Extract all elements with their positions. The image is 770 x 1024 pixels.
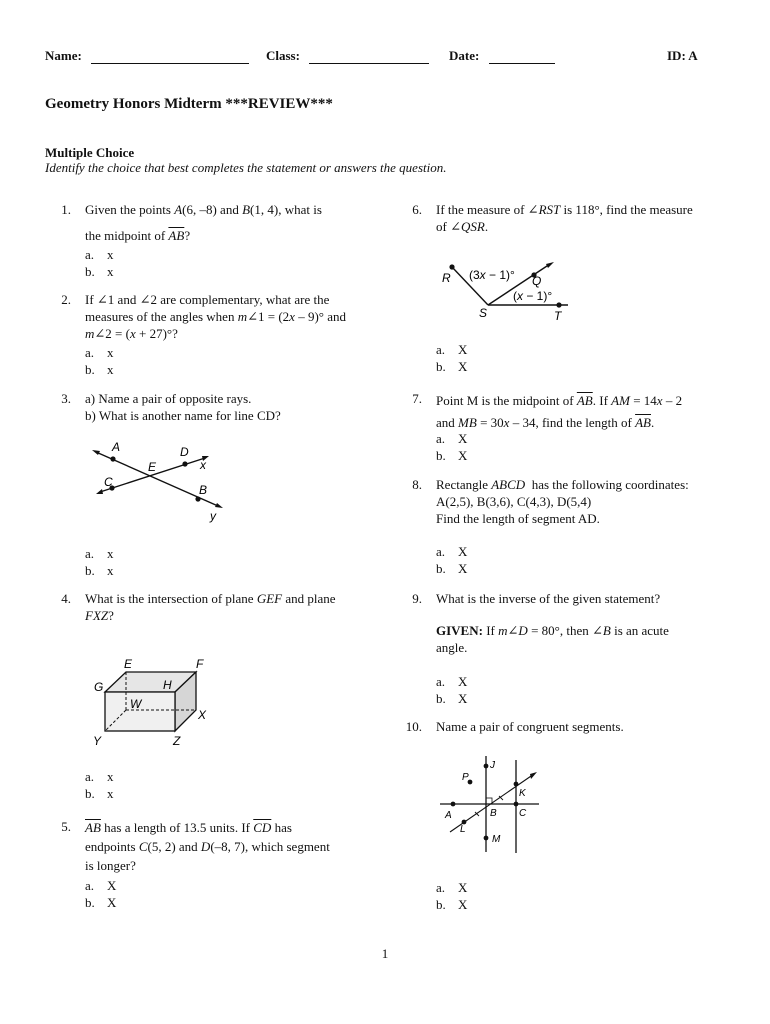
section-instructions: Identify the choice that best completes the statement or answers the question. bbox=[45, 160, 447, 175]
svg-text:H: H bbox=[163, 678, 172, 692]
answer-choices-9 bbox=[436, 673, 467, 707]
date-field bbox=[449, 48, 555, 64]
class-label: Class: bbox=[266, 48, 300, 63]
choice-b[interactable]: b. X bbox=[436, 359, 468, 374]
question-text: What is the intersection of plane GEF and plane FXZ? bbox=[85, 591, 336, 623]
name-label: Name: bbox=[45, 48, 82, 63]
choice-b[interactable]: b. x bbox=[85, 362, 114, 377]
choice-a[interactable]: a. x bbox=[85, 769, 114, 784]
svg-text:X: X bbox=[198, 708, 207, 722]
answer-choices-4 bbox=[85, 768, 114, 802]
question-text: If the measure of ∠RST is 118°, find the measure of ∠QSR. bbox=[436, 202, 693, 234]
choice-b[interactable]: b. x bbox=[85, 786, 114, 801]
question-number: 8. bbox=[412, 477, 422, 492]
choice-a[interactable]: a. X bbox=[436, 674, 468, 689]
date-blank bbox=[489, 51, 555, 64]
question-number: 9. bbox=[412, 591, 422, 606]
svg-text:T: T bbox=[554, 309, 562, 323]
class-blank bbox=[309, 51, 429, 64]
svg-text:B: B bbox=[199, 483, 208, 497]
answer-choices-10 bbox=[436, 879, 467, 913]
question-number: 2. bbox=[61, 292, 71, 307]
choice-b[interactable]: b. X bbox=[436, 561, 468, 576]
choice-a[interactable]: a. x bbox=[85, 546, 114, 561]
choice-b[interactable]: b. X bbox=[436, 897, 468, 912]
name-field bbox=[45, 48, 249, 64]
svg-text:A: A bbox=[445, 810, 452, 821]
svg-text:E: E bbox=[148, 460, 157, 474]
choice-a[interactable]: a. X bbox=[436, 342, 468, 357]
question-text: Rectangle ABCD has the following coordinates: A(2,5), B(3,6), C(4,3), D(5,4) Find the length of segment AD. bbox=[436, 477, 689, 526]
choice-b[interactable]: b. x bbox=[85, 264, 114, 279]
question-text: $\overline{AB}$ has a length of 13.5 units. If $\overline{CD}$ has endpoints C(5, 2) and D(–8, 7), which segment is longer? bbox=[85, 820, 330, 873]
question-text: Given the points A(6, –8) and B(1, 4), what is the midpoint of $\overline{AB}$? bbox=[85, 202, 322, 243]
svg-text:Q: Q bbox=[532, 274, 542, 288]
svg-text:K: K bbox=[519, 788, 526, 799]
svg-text:(x − 1)°: (x − 1)° bbox=[513, 289, 553, 303]
class-field bbox=[266, 48, 429, 64]
question-text: What is the inverse of the given statement? GIVEN: If m∠D = 80°, then ∠B is an acute angle. bbox=[436, 591, 669, 655]
question-text: If ∠1 and ∠2 are complementary, what are the measures of the angles when m∠1 = (2x – 9)° and m∠2 = (x + 27)°? bbox=[85, 292, 346, 341]
svg-text:W: W bbox=[130, 697, 142, 711]
svg-text:E: E bbox=[124, 657, 133, 671]
choice-b[interactable]: b. X bbox=[436, 448, 468, 463]
question-number: 10. bbox=[405, 719, 422, 734]
answer-choices-1 bbox=[85, 246, 114, 280]
answer-choices-7 bbox=[436, 430, 467, 464]
choice-b[interactable]: b. X bbox=[85, 895, 117, 910]
figure-rays-diagram bbox=[90, 440, 235, 525]
name-blank bbox=[91, 51, 249, 64]
choice-a[interactable]: a. X bbox=[85, 878, 117, 893]
svg-text:S: S bbox=[479, 306, 488, 320]
answer-choices-5 bbox=[85, 877, 116, 911]
figure-angle-rst bbox=[438, 258, 578, 328]
svg-text:A: A bbox=[112, 440, 121, 454]
svg-text:P: P bbox=[462, 772, 469, 783]
question-number: 1. bbox=[61, 202, 71, 217]
question-number: 3. bbox=[61, 391, 71, 406]
page-number: 1 bbox=[381, 946, 389, 961]
choice-b[interactable]: b. x bbox=[85, 563, 114, 578]
svg-text:R: R bbox=[442, 271, 451, 285]
svg-text:J: J bbox=[490, 760, 495, 771]
figure-rectangular-prism bbox=[88, 655, 218, 750]
svg-text:D: D bbox=[180, 445, 189, 459]
answer-choices-6 bbox=[436, 341, 467, 375]
svg-text:Z: Z bbox=[173, 734, 181, 748]
svg-text:F: F bbox=[196, 657, 204, 671]
answer-choices-3 bbox=[85, 545, 114, 579]
choice-a[interactable]: a. X bbox=[436, 880, 468, 895]
svg-text:Y: Y bbox=[93, 734, 102, 748]
question-number: 5. bbox=[61, 819, 71, 834]
section-heading: Multiple Choice bbox=[45, 145, 135, 160]
date-label: Date: bbox=[449, 48, 480, 63]
svg-text:L: L bbox=[460, 824, 466, 835]
choice-a[interactable]: a. x bbox=[85, 247, 114, 262]
question-text: a) Name a pair of opposite rays. b) What is another name for line CD? bbox=[85, 391, 281, 423]
question-number: 7. bbox=[412, 391, 422, 406]
svg-text:(3x − 1)°: (3x − 1)° bbox=[469, 268, 515, 282]
svg-text:C: C bbox=[104, 475, 113, 489]
svg-text:x: x bbox=[200, 458, 206, 472]
answer-choices-2 bbox=[85, 344, 114, 378]
choice-a[interactable]: a. x bbox=[85, 345, 114, 360]
question-number: 4. bbox=[61, 591, 71, 606]
question-number: 6. bbox=[412, 202, 422, 217]
id-label: ID: A bbox=[667, 48, 698, 63]
choice-a[interactable]: a. X bbox=[436, 431, 468, 446]
svg-text:y: y bbox=[210, 509, 216, 523]
svg-text:M: M bbox=[492, 834, 501, 845]
svg-text:B: B bbox=[490, 808, 497, 819]
svg-text:C: C bbox=[519, 808, 527, 819]
choice-b[interactable]: b. X bbox=[436, 691, 468, 706]
page-title: Geometry Honors Midterm ***REVIEW*** bbox=[45, 96, 333, 112]
svg-text:G: G bbox=[94, 680, 104, 694]
answer-choices-8 bbox=[436, 543, 467, 577]
question-text: Name a pair of congruent segments. bbox=[436, 719, 624, 734]
question-text: Point M is the midpoint of $\overline{AB}$. If AM = 14x – 2 and MB = 30x – 34, find the length of $\overline{AB}$. bbox=[436, 393, 683, 430]
choice-a[interactable]: a. X bbox=[436, 544, 468, 559]
figure-congruent-segments bbox=[436, 752, 546, 857]
